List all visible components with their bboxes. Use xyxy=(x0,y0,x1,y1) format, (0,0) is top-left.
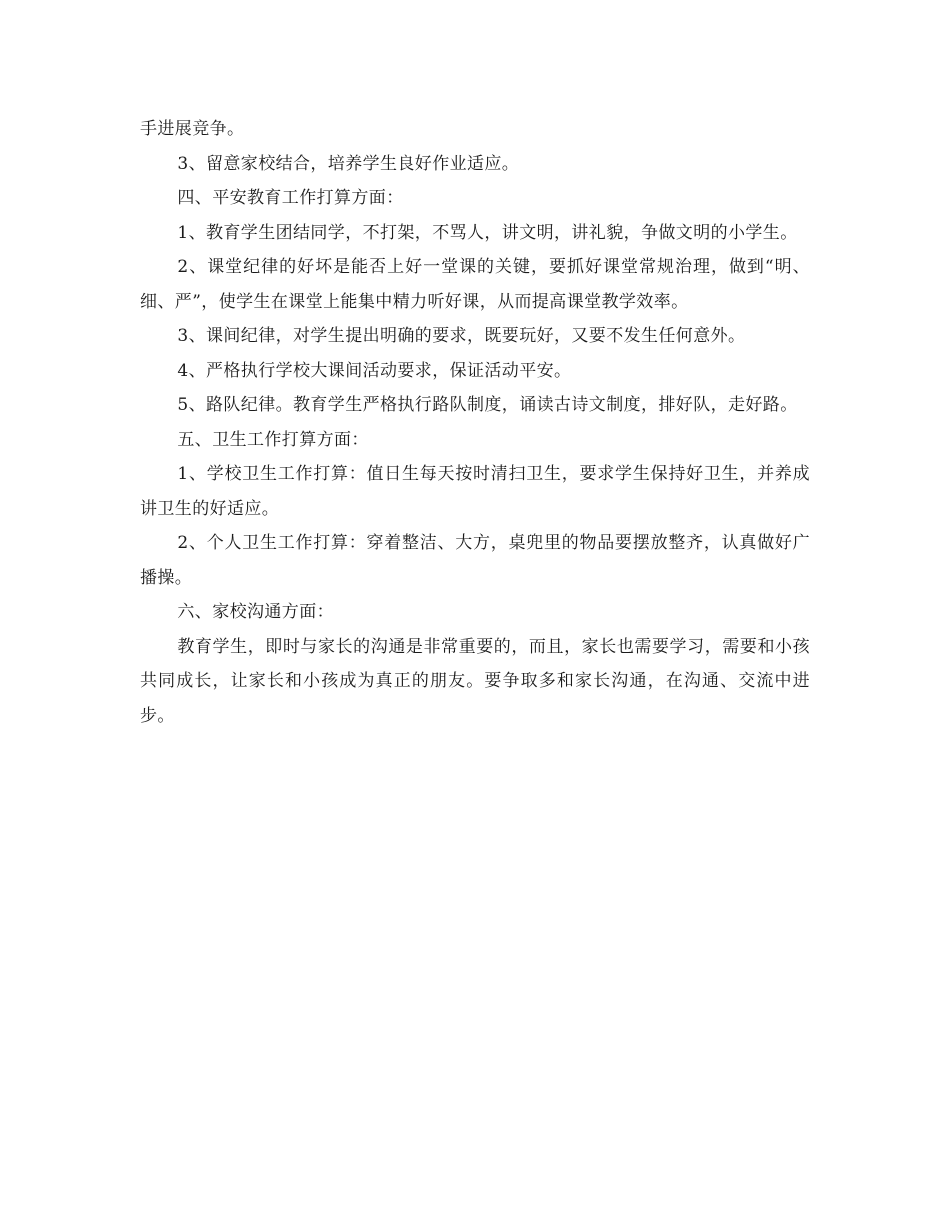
paragraph-safety-5: 5、路队纪律。教育学生严格执行路队制度，诵读古诗文制度，排好队，走好路。 xyxy=(177,395,798,415)
section-heading-safety: 四、平安教育工作打算方面： xyxy=(177,188,404,208)
document-body xyxy=(140,112,810,733)
paragraph-safety-3: 3、课间纪律，对学生提出明确的要求，既要玩好，又要不发生任何意外。 xyxy=(177,326,746,346)
section-heading-home-school: 六、家校沟通方面： xyxy=(177,602,334,622)
paragraph-homework-habits: 3、留意家校结合，培养学生良好作业适应。 xyxy=(177,153,520,174)
paragraph-hygiene-2: 2、个人卫生工作打算：穿着整洁、大方，桌兜里的物品要摆放整齐，认真做好广播操。 xyxy=(140,533,810,588)
paragraph-safety-1: 1、教育学生团结同学，不打架，不骂人，讲文明，讲礼貌，争做文明的小学生。 xyxy=(177,222,798,243)
paragraph-safety-4: 4、严格执行学校大课间活动要求，保证活动平安。 xyxy=(177,360,572,381)
paragraph-continuation: 手进展竞争。 xyxy=(140,119,245,139)
section-heading-hygiene: 五、卫生工作打算方面： xyxy=(177,429,369,450)
paragraph-hygiene-1: 1、学校卫生工作打算：值日生每天按时清扫卫生，要求学生保持好卫生，并养成讲卫生的好适应。 xyxy=(140,464,810,519)
paragraph-safety-2: 2、课堂纪律的好坏是能否上好一堂课的关键，要抓好课堂常规治理，做到“明、细、严”，使学生在课堂上能集中精力听好课，从而提高课堂教学效率。 xyxy=(140,257,810,312)
paragraph-home-school: 教育学生，即时与家长的沟通是非常重要的，而且，家长也需要学习，需要和小孩共同成长，让家长和小孩成为真正的朋友。要争取多和家长沟通，在沟通、交流中进步。 xyxy=(140,636,810,726)
